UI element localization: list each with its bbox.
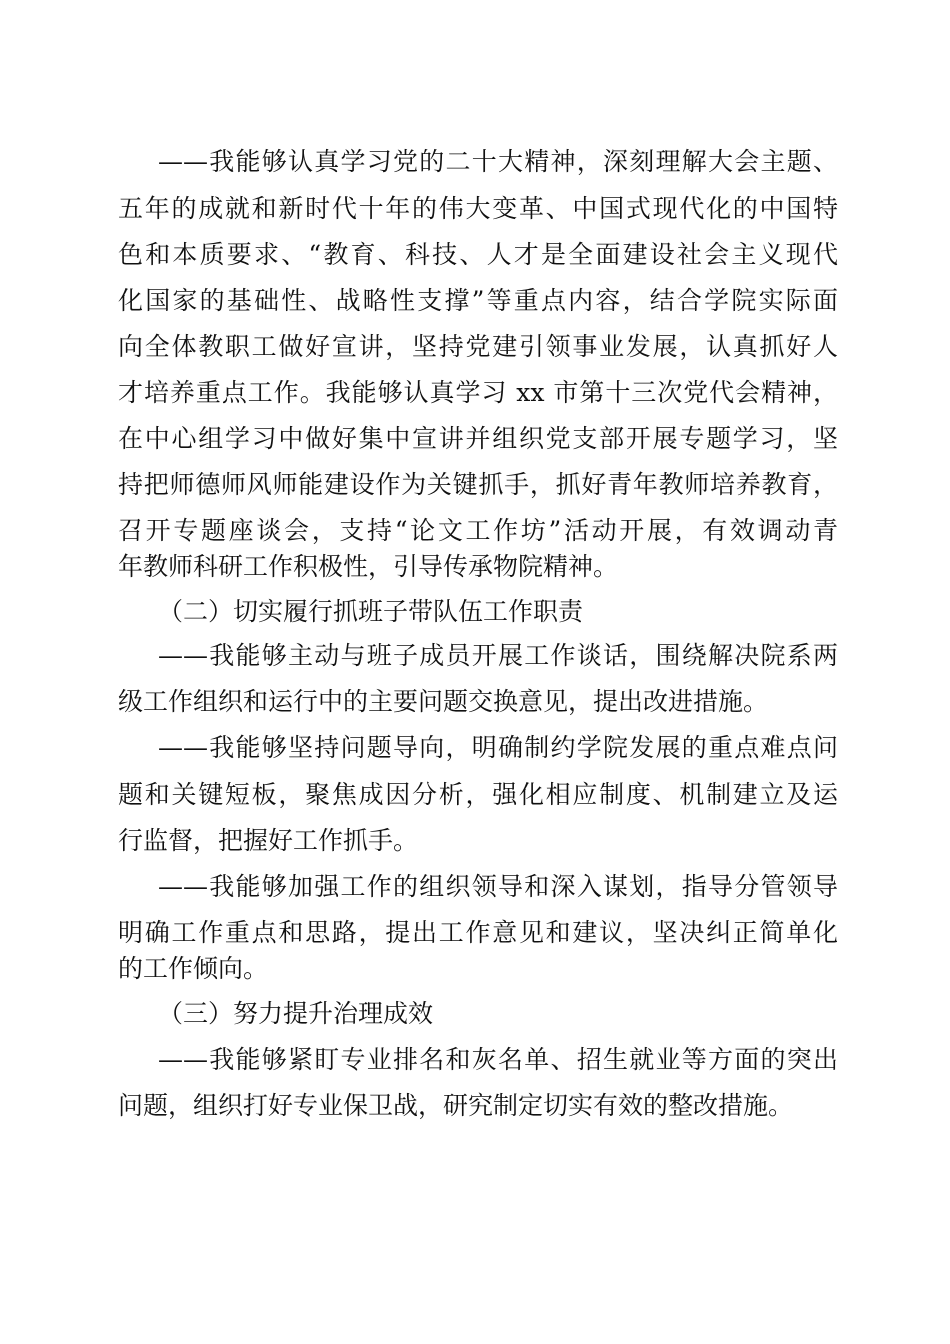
body-line-14: ——我能够坚持问题导向，明确制约学院发展的重点难点问 bbox=[158, 733, 838, 762]
body-line-10: 年教师科研工作积极性，引导传承物院精神。 bbox=[118, 552, 619, 581]
body-line-16: 行监督，把握好工作抓手。 bbox=[118, 826, 419, 855]
section-heading-3: （三）努力提升治理成效 bbox=[158, 999, 434, 1028]
body-line-3: 色和本质要求、“教育、科技、人才是全面建设社会主义现代 bbox=[118, 240, 838, 269]
body-line-6: 才培养重点工作。我能够认真学习 xx 市第十三次党代会精神， bbox=[118, 378, 838, 407]
body-line-21: ——我能够紧盯专业排名和灰名单、招生就业等方面的突出 bbox=[158, 1045, 838, 1074]
body-line-15: 题和关键短板，聚焦成因分析，强化相应制度、机制建立及运 bbox=[118, 780, 838, 809]
body-line-22: 问题，组织打好专业保卫战，研究制定切实有效的整改措施。 bbox=[118, 1091, 794, 1120]
body-line-4: 化国家的基础性、战略性支撑”等重点内容，结合学院实际面 bbox=[118, 286, 838, 315]
body-line-18: 明确工作重点和思路，提出工作意见和建议，坚决纠正简单化 bbox=[118, 918, 838, 947]
body-line-9: 召开专题座谈会，支持“论文工作坊”活动开展，有效调动青 bbox=[118, 516, 838, 545]
section-heading-2: （二）切实履行抓班子带队伍工作职责 bbox=[158, 597, 584, 626]
body-line-13: 级工作组织和运行中的主要问题交换意见，提出改进措施。 bbox=[118, 687, 769, 716]
body-line-2: 五年的成就和新时代十年的伟大变革、中国式现代化的中国特 bbox=[118, 194, 838, 223]
body-line-12: ——我能够主动与班子成员开展工作谈话，围绕解决院系两 bbox=[158, 641, 838, 670]
body-line-5: 向全体教职工做好宣讲，坚持党建引领事业发展，认真抓好人 bbox=[118, 332, 838, 361]
body-line-1: ——我能够认真学习党的二十大精神，深刻理解大会主题、 bbox=[158, 147, 838, 176]
body-line-8: 持把师德师风师能建设作为关键抓手，抓好青年教师培养教育， bbox=[118, 470, 838, 499]
body-line-19: 的工作倾向。 bbox=[118, 954, 269, 983]
body-line-7: 在中心组学习中做好集中宣讲并组织党支部开展专题学习，坚 bbox=[118, 424, 838, 453]
body-line-17: ——我能够加强工作的组织领导和深入谋划，指导分管领导 bbox=[158, 872, 838, 901]
